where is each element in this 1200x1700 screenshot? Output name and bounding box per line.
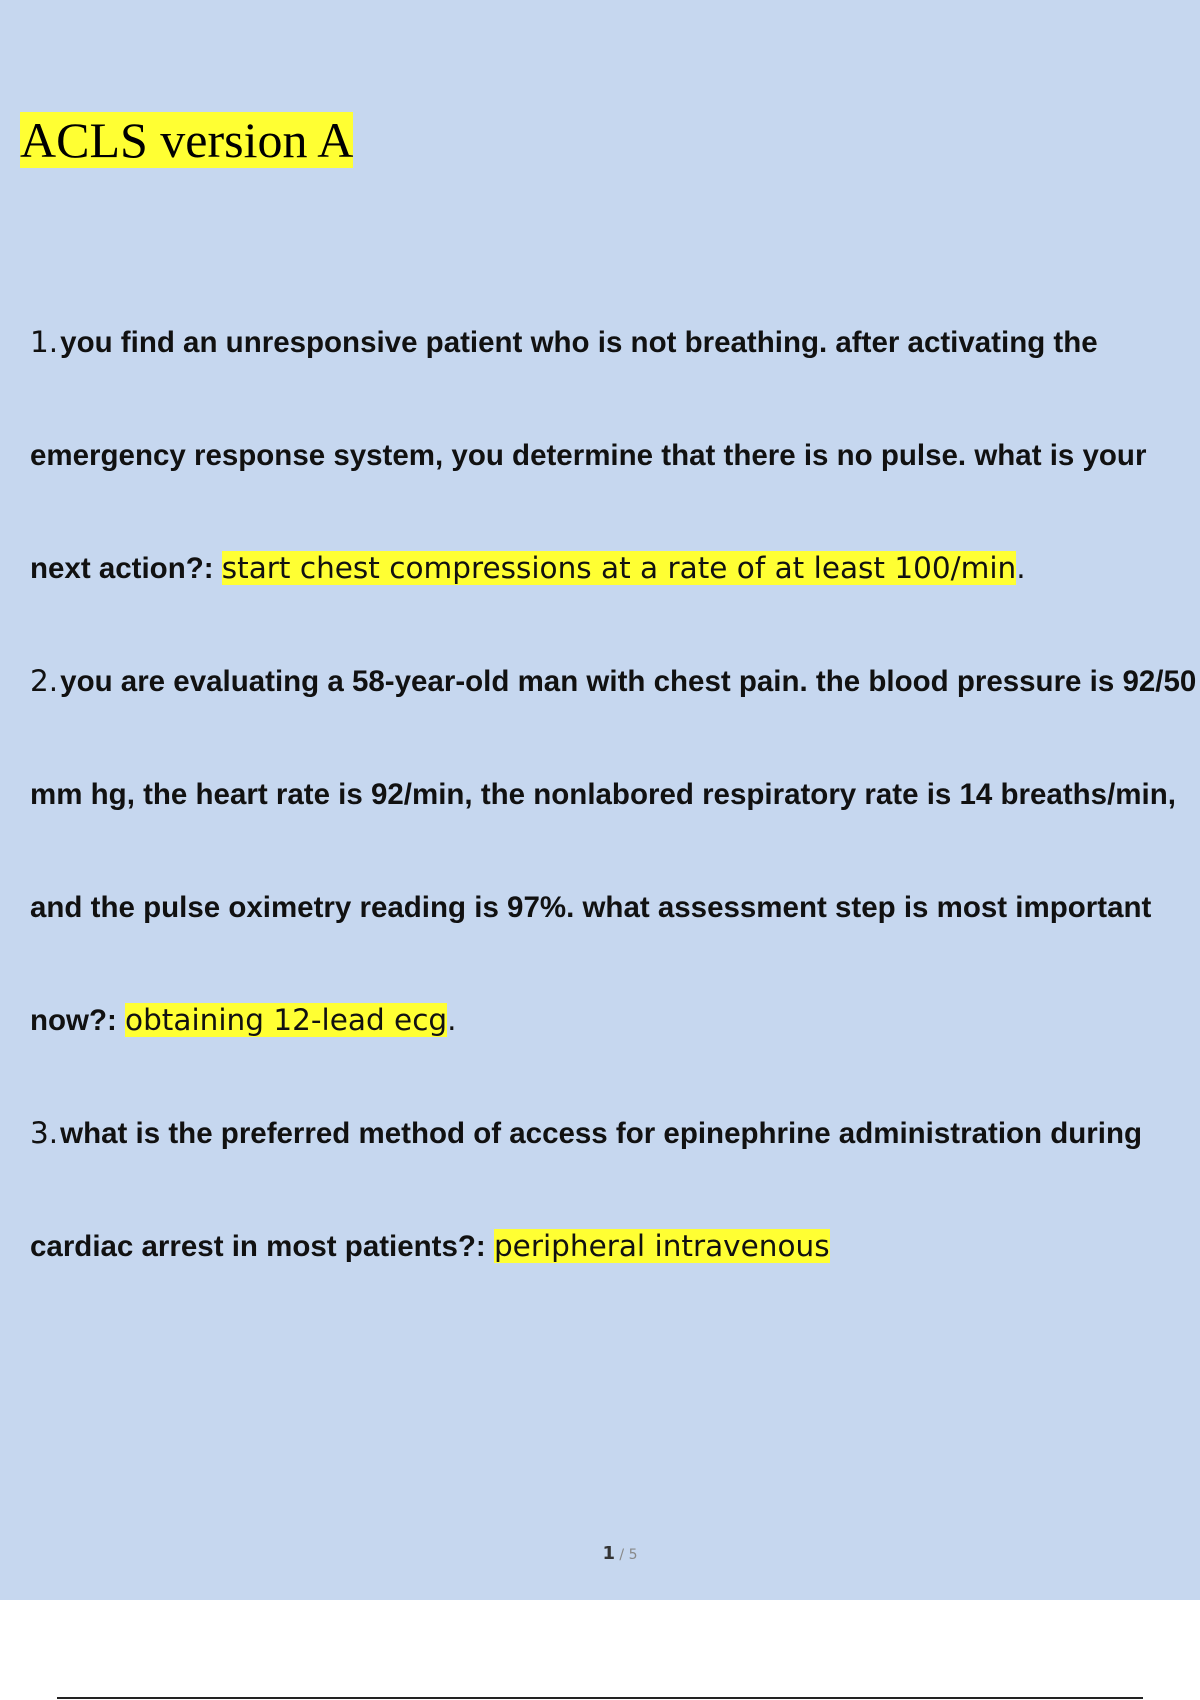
question-number: 1. <box>30 325 59 359</box>
answer-highlight: start chest compressions at a rate of at least 100/min <box>221 551 1017 585</box>
current-page-number: 1 <box>602 1543 615 1564</box>
question-item <box>30 625 1200 1077</box>
question-text: you find an unresponsive patient who is not breathing. after activating the emergency response system, you determine that there is no pulse. what is your next action?: <box>30 326 1147 585</box>
total-pages: 5 <box>628 1547 638 1563</box>
title-highlight: ACLS version A <box>20 112 354 168</box>
page-indicator <box>0 1543 1200 1564</box>
question-number: 3. <box>30 1116 59 1150</box>
answer-highlight: obtaining 12-lead ecg <box>125 1003 448 1037</box>
question-text: you are evaluating a 58-year-old man with chest pain. the blood pressure is 92/50 mm hg, the heart rate is 92/min, the nonlabored respiratory rate is 14 breaths/min, and the pulse oximetry reading is 97%. what assessment step is most important now?: <box>30 665 1197 1037</box>
answer-trailing: . <box>1016 551 1026 585</box>
answer-trailing: . <box>447 1003 457 1037</box>
document-title <box>20 110 353 170</box>
question-item <box>30 286 1200 625</box>
question-number: 2. <box>30 664 59 698</box>
question-item <box>30 1077 1200 1303</box>
page-divider <box>57 1697 1143 1699</box>
answer-highlight: peripheral intravenous <box>493 1229 830 1263</box>
question-list <box>30 286 1200 1303</box>
question-text: what is the preferred method of access for epinephrine administration during cardiac arrest in most patients?: <box>30 1117 1143 1263</box>
page-separator: / <box>614 1547 629 1563</box>
